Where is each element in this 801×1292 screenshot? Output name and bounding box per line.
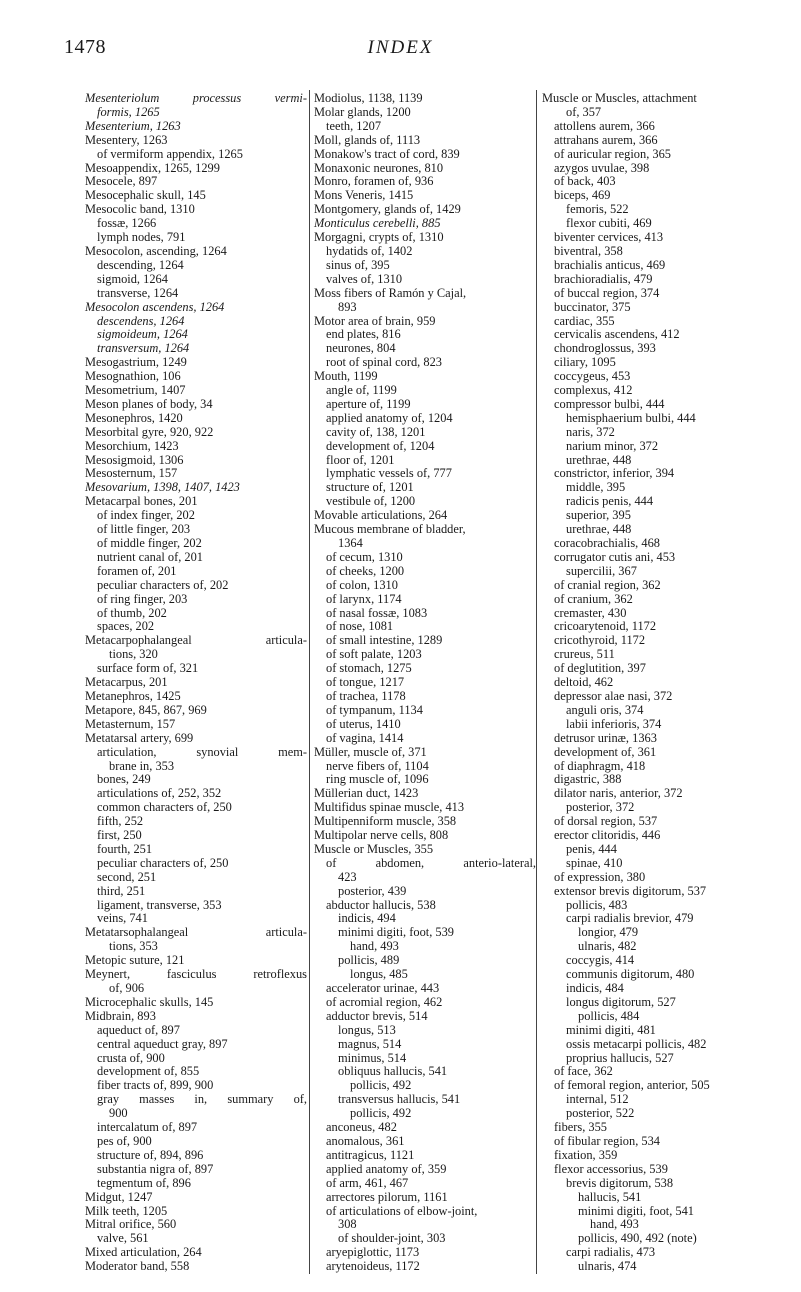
index-word: Meynert, — [85, 967, 131, 982]
index-entry: Meson planes of body, 34 — [85, 396, 213, 411]
column-rule — [536, 90, 537, 1274]
index-entry: nutrient canal of, 201 — [97, 549, 203, 564]
index-entry: of deglutition, 397 — [554, 661, 646, 676]
index-entry: compressor bulbi, 444 — [554, 396, 665, 411]
index-word: processus — [192, 91, 242, 105]
index-entry: magnus, 514 — [338, 1036, 402, 1051]
index-entry: urethrae, 448 — [566, 522, 632, 537]
index-entry: Mesognathion, 106 — [85, 369, 181, 384]
index-entry: of expression, 380 — [554, 869, 646, 884]
index-column-1 — [85, 92, 307, 1274]
page-title: INDEX — [367, 37, 434, 58]
index-entry: Moll, glands of, 1113 — [314, 132, 421, 147]
index-entry: transverse, 1264 — [97, 285, 179, 300]
index-entry: biventral, 358 — [554, 243, 623, 258]
index-entry: minimi digiti, foot, 541 — [578, 1203, 694, 1218]
index-entry: corrugator cutis ani, 453 — [554, 549, 676, 564]
index-entry: pollicis, 484 — [578, 1008, 640, 1023]
index-entry — [85, 968, 307, 982]
index-entry: ulnaris, 474 — [578, 1259, 637, 1274]
index-entry: of soft palate, 1203 — [326, 647, 422, 662]
index-entry: 1364 — [338, 536, 363, 550]
index-entry: Müllerian duct, 1423 — [314, 786, 419, 801]
index-entry: minimi digiti, foot, 539 — [338, 925, 454, 940]
index-word: synovial — [196, 744, 239, 759]
index-entry: ossis metacarpi pollicis, 482 — [566, 1036, 707, 1051]
index-entry: teeth, 1207 — [326, 118, 382, 133]
index-entry: tions, 320 — [109, 647, 158, 662]
index-entry: aqueduct of, 897 — [97, 1022, 180, 1037]
index-entry: indicis, 484 — [566, 981, 624, 995]
index-entry: 308 — [338, 1217, 357, 1232]
index-entry: 893 — [338, 299, 357, 314]
index-entry: narium minor, 372 — [566, 438, 659, 453]
index-entry: supercilii, 367 — [566, 563, 637, 578]
index-column-2 — [314, 92, 536, 1274]
index-entry: of little finger, 203 — [97, 522, 191, 537]
index-entry: crureus, 511 — [554, 647, 615, 662]
index-entry: cremaster, 430 — [554, 605, 627, 620]
index-entry: azygos uvulae, 398 — [554, 160, 650, 175]
index-entry: biceps, 469 — [554, 188, 611, 203]
index-entry: indicis, 494 — [338, 911, 396, 926]
index-entry: attrahans aurem, 366 — [554, 132, 658, 147]
index-entry: of fibular region, 534 — [554, 1133, 660, 1148]
index-entry: structure of, 1201 — [326, 480, 414, 495]
index-entry: of ring finger, 203 — [97, 591, 188, 606]
index-entry: anguli oris, 374 — [566, 702, 644, 717]
index-entry: cavity of, 138, 1201 — [326, 424, 426, 439]
index-entry: communis digitorum, 480 — [566, 967, 695, 982]
index-entry: Mesogastrium, 1249 — [85, 355, 187, 370]
index-entry: Modiolus, 1138, 1139 — [314, 91, 423, 105]
index-entry: articulations of, 252, 352 — [97, 786, 222, 801]
index-entry — [85, 634, 307, 648]
index-entry: flexor cubiti, 469 — [566, 216, 652, 231]
index-entry: Multipolar nerve cells, 808 — [314, 828, 449, 843]
index-entry: Monro, foramen of, 936 — [314, 174, 434, 189]
index-word: articula- — [265, 925, 307, 940]
index-entry: accelerator urinae, 443 — [326, 981, 440, 995]
index-entry: minimi digiti, 481 — [566, 1022, 656, 1037]
index-entry: descendens, 1264 — [97, 313, 185, 328]
index-word: of, — [293, 1092, 307, 1107]
index-entry: formis, 1265 — [97, 104, 160, 119]
index-entry — [85, 92, 307, 106]
index-entry: Molar glands, 1200 — [314, 104, 411, 119]
index-entry: of middle finger, 202 — [97, 536, 202, 550]
index-entry: of vermiform appendix, 1265 — [97, 146, 243, 161]
index-entry: nerve fibers of, 1104 — [326, 758, 429, 773]
index-entry: longior, 479 — [578, 925, 639, 940]
index-entry: arytenoideus, 1172 — [326, 1259, 420, 1274]
index-entry: of face, 362 — [554, 1064, 613, 1079]
index-entry: depressor alae nasi, 372 — [554, 688, 673, 703]
index-entry: sigmoideum, 1264 — [97, 327, 188, 342]
index-entry: naris, 372 — [566, 424, 615, 439]
index-entry: brevis digitorum, 538 — [566, 1175, 674, 1190]
index-entry: angle of, 1199 — [326, 383, 397, 398]
index-entry: Multipenniform muscle, 358 — [314, 814, 457, 829]
index-entry: labii inferioris, 374 — [566, 716, 662, 731]
index-entry: chondroglossus, 393 — [554, 341, 656, 356]
index-entry: of arm, 461, 467 — [326, 1175, 409, 1190]
index-entry: of uterus, 1410 — [326, 716, 401, 731]
index-entry: detrusor urinæ, 1363 — [554, 730, 657, 745]
index-entry: posterior, 522 — [566, 1106, 635, 1121]
index-entry: Mesenterium, 1263 — [85, 118, 181, 133]
index-word: summary — [227, 1092, 274, 1107]
index-entry: of auricular region, 365 — [554, 146, 671, 161]
index-entry: penis, 444 — [566, 841, 617, 856]
index-entry: central aqueduct gray, 897 — [97, 1036, 228, 1051]
index-word: in, — [194, 1092, 208, 1107]
index-entry: cardiac, 355 — [554, 313, 615, 328]
index-word: Metatarsophalangeal — [85, 925, 189, 940]
index-entry: carpi radialis, 473 — [566, 1245, 656, 1260]
index-entry: of cranial region, 362 — [554, 577, 661, 592]
index-entry: structure of, 894, 896 — [97, 1147, 204, 1162]
index-entry: of, 906 — [109, 981, 145, 995]
index-entry — [85, 926, 307, 940]
index-entry: hand, 493 — [350, 939, 399, 954]
index-word: gray — [97, 1092, 120, 1107]
index-entry: coracobrachialis, 468 — [554, 536, 660, 550]
index-word: retroflexus — [253, 967, 307, 982]
index-entry: common characters of, 250 — [97, 800, 232, 815]
index-entry: pollicis, 492 — [350, 1106, 412, 1121]
index-entry: posterior, 372 — [566, 800, 635, 815]
index-entry: substantia nigra of, 897 — [97, 1161, 214, 1176]
index-entry: Mesoappendix, 1265, 1299 — [85, 160, 220, 175]
index-entry: of diaphragm, 418 — [554, 758, 646, 773]
index-entry: Metacarpal bones, 201 — [85, 494, 198, 509]
index-entry: coccygis, 414 — [566, 953, 635, 968]
index-entry: peculiar characters of, 250 — [97, 855, 229, 870]
index-entry: ring muscle of, 1096 — [326, 772, 429, 787]
index-entry: development of, 855 — [97, 1064, 200, 1079]
index-entry: cervicalis ascendens, 412 — [554, 327, 680, 342]
index-entry: tegmentum of, 896 — [97, 1175, 191, 1190]
index-entry: Muscle or Muscles, attachment — [542, 91, 697, 105]
index-entry: Milk teeth, 1205 — [85, 1203, 168, 1218]
index-entry: neurones, 804 — [326, 341, 396, 356]
index-entry: development of, 1204 — [326, 438, 435, 453]
index-entry: Mesosternum, 157 — [85, 466, 178, 481]
index-entry: vestibule of, 1200 — [326, 494, 416, 509]
index-entry: Mesocolon ascendens, 1264 — [85, 299, 225, 314]
page-number: 1478 — [64, 36, 106, 58]
index-entry: ligament, transverse, 353 — [97, 897, 222, 912]
index-entry: deltoid, 462 — [554, 675, 614, 690]
index-entry: Mesosigmoid, 1306 — [85, 452, 184, 467]
index-entry: minimus, 514 — [338, 1050, 407, 1065]
index-word: Mesenteriolum — [85, 91, 160, 105]
index-entry: Mesometrium, 1407 — [85, 383, 186, 398]
index-entry: 900 — [109, 1106, 128, 1121]
index-word: fasciculus — [166, 967, 217, 982]
index-entry: of stomach, 1275 — [326, 661, 412, 676]
index-entry: longus, 513 — [338, 1022, 396, 1037]
index-entry: tions, 353 — [109, 939, 158, 954]
index-entry — [85, 1093, 307, 1107]
index-entry: Mesonephros, 1420 — [85, 410, 183, 425]
index-entry: Metatarsal artery, 699 — [85, 730, 194, 745]
index-entry: Monticulus cerebelli, 885 — [314, 216, 441, 231]
index-entry: radicis penis, 444 — [566, 494, 654, 509]
index-entry: applied anatomy of, 359 — [326, 1161, 447, 1176]
index-entry: development of, 361 — [554, 744, 657, 759]
index-entry: Mesocele, 897 — [85, 174, 158, 189]
index-entry: pollicis, 490, 492 (note) — [578, 1231, 697, 1246]
index-entry: Metopic suture, 121 — [85, 953, 185, 968]
index-word: of — [326, 855, 337, 870]
index-entry: Mouth, 1199 — [314, 369, 378, 384]
index-entry: Motor area of brain, 959 — [314, 313, 436, 328]
index-entry: surface form of, 321 — [97, 661, 199, 676]
index-word: Metacarpophalangeal — [85, 633, 192, 648]
index-entry: hemisphaerium bulbi, 444 — [566, 410, 696, 425]
index-entry: urethrae, 448 — [566, 452, 632, 467]
index-entry: aperture of, 1199 — [326, 396, 411, 411]
index-word: articulation, — [97, 744, 157, 759]
index-entry: 423 — [338, 869, 357, 884]
index-entry: Monakow's tract of cord, 839 — [314, 146, 460, 161]
index-entry: antitragicus, 1121 — [326, 1147, 415, 1162]
index-entry: spinae, 410 — [566, 855, 623, 870]
index-entry: Mesocolic band, 1310 — [85, 202, 195, 217]
page-header — [0, 36, 801, 66]
index-entry: of femoral region, anterior, 505 — [554, 1078, 710, 1093]
index-entry: Mixed articulation, 264 — [85, 1245, 202, 1260]
index-entry: of dorsal region, 537 — [554, 814, 658, 829]
index-entry: constrictor, inferior, 394 — [554, 466, 675, 481]
index-entry: of tympanum, 1134 — [326, 702, 423, 717]
index-entry: complexus, 412 — [554, 383, 633, 398]
index-entry: floor of, 1201 — [326, 452, 395, 467]
index-entry: descending, 1264 — [97, 257, 184, 272]
index-entry: of trachea, 1178 — [326, 688, 406, 703]
index-entry: anomalous, 361 — [326, 1133, 405, 1148]
index-entry: pes of, 900 — [97, 1133, 152, 1148]
index-entry: Muscle or Muscles, 355 — [314, 841, 434, 856]
index-entry: attollens aurem, 366 — [554, 118, 655, 133]
index-entry: bones, 249 — [97, 772, 151, 787]
index-word: mem- — [278, 744, 307, 759]
index-entry: fossæ, 1266 — [97, 216, 157, 231]
index-entry: of cheeks, 1200 — [326, 563, 405, 578]
index-entry — [85, 746, 307, 760]
index-entry: of vagina, 1414 — [326, 730, 404, 745]
index-entry: Mucous membrane of bladder, — [314, 522, 466, 537]
index-entry: ciliary, 1095 — [554, 355, 616, 370]
index-entry: valves of, 1310 — [326, 271, 403, 286]
index-entry: foramen of, 201 — [97, 563, 177, 578]
index-entry: Montgomery, glands of, 1429 — [314, 202, 461, 217]
index-entry: flexor accessorius, 539 — [554, 1161, 668, 1176]
index-entry: internal, 512 — [566, 1092, 629, 1107]
index-entry: Midgut, 1247 — [85, 1189, 153, 1204]
index-entry: veins, 741 — [97, 911, 148, 926]
index-entry: Multifidus spinae muscle, 413 — [314, 800, 465, 815]
index-entry: Mesocephalic skull, 145 — [85, 188, 206, 203]
index-word: abdomen, — [375, 855, 425, 870]
index-entry: aryepiglottic, 1173 — [326, 1245, 420, 1260]
index-entry: hydatids of, 1402 — [326, 243, 413, 258]
index-entry: Midbrain, 893 — [85, 1008, 156, 1023]
index-entry: of acromial region, 462 — [326, 994, 443, 1009]
index-entry: Metapore, 845, 867, 969 — [85, 702, 207, 717]
index-word: vermi- — [274, 91, 307, 105]
index-entry: lymph nodes, 791 — [97, 230, 186, 245]
index-entry: posterior, 439 — [338, 883, 407, 898]
index-entry: intercalatum of, 897 — [97, 1120, 198, 1135]
index-entry: Mons Veneris, 1415 — [314, 188, 414, 203]
index-word: masses — [139, 1092, 175, 1107]
index-entry: Mesocolon, ascending, 1264 — [85, 243, 227, 258]
index-entry: Metacarpus, 201 — [85, 675, 168, 690]
index-entry: cricoarytenoid, 1172 — [554, 619, 657, 634]
index-word: anterio-lateral, — [463, 855, 536, 870]
index-entry: of back, 403 — [554, 174, 616, 189]
index-entry — [314, 857, 536, 871]
column-rule — [309, 90, 310, 1274]
index-entry: longus, 485 — [350, 967, 408, 982]
index-entry: of nasal fossæ, 1083 — [326, 605, 428, 620]
index-entry: Mesorbital gyre, 920, 922 — [85, 424, 214, 439]
index-entry: Movable articulations, 264 — [314, 508, 448, 523]
index-entry: digastric, 388 — [554, 772, 622, 787]
index-entry: middle, 395 — [566, 480, 626, 495]
index-entry: of small intestine, 1289 — [326, 633, 443, 648]
index-entry: Müller, muscle of, 371 — [314, 744, 427, 759]
index-entry: of articulations of elbow-joint, — [326, 1203, 478, 1218]
index-entry: Mesovarium, 1398, 1407, 1423 — [85, 480, 240, 495]
index-entry: root of spinal cord, 823 — [326, 355, 442, 370]
index-entry: Monaxonic neurones, 810 — [314, 160, 444, 175]
index-column-3 — [542, 92, 764, 1274]
index-entry: fibers, 355 — [554, 1120, 607, 1135]
index-entry: ulnaris, 482 — [578, 939, 637, 954]
index-entry: applied anatomy of, 1204 — [326, 410, 453, 425]
index-entry: buccinator, 375 — [554, 299, 631, 314]
index-entry: brachioradialis, 479 — [554, 271, 653, 286]
index-entry: of tongue, 1217 — [326, 675, 405, 690]
index-entry: pollicis, 492 — [350, 1078, 412, 1093]
index-entry: femoris, 522 — [566, 202, 629, 217]
index-entry: transversus hallucis, 541 — [338, 1092, 461, 1107]
index-entry: of cranium, 362 — [554, 591, 633, 606]
index-entry: hand, 493 — [590, 1217, 639, 1232]
index-entry: longus digitorum, 527 — [566, 994, 676, 1009]
index-entry: second, 251 — [97, 869, 157, 884]
index-entry: of nose, 1081 — [326, 619, 394, 634]
index-entry: coccygeus, 453 — [554, 369, 631, 384]
index-entry: fifth, 252 — [97, 814, 144, 829]
index-entry: Moderator band, 558 — [85, 1259, 190, 1274]
index-entry: brachialis anticus, 469 — [554, 257, 666, 272]
index-entry: valve, 561 — [97, 1231, 149, 1246]
index-entry: peculiar characters of, 202 — [97, 577, 229, 592]
index-entry: cricothyroid, 1172 — [554, 633, 646, 648]
index-entry: proprius hallucis, 527 — [566, 1050, 674, 1065]
index-entry: adductor brevis, 514 — [326, 1008, 428, 1023]
index-entry: Metasternum, 157 — [85, 716, 176, 731]
index-entry: end plates, 816 — [326, 327, 401, 342]
index-entry: biventer cervices, 413 — [554, 230, 664, 245]
index-entry: transversum, 1264 — [97, 341, 190, 356]
index-entry: of shoulder-joint, 303 — [338, 1231, 446, 1246]
index-entry: sigmoid, 1264 — [97, 271, 168, 286]
index-entry: anconeus, 482 — [326, 1120, 397, 1135]
index-entry: lymphatic vessels of, 777 — [326, 466, 452, 481]
index-entry: of buccal region, 374 — [554, 285, 660, 300]
index-entry: brane in, 353 — [109, 758, 175, 773]
index-entry: Mesentery, 1263 — [85, 132, 168, 147]
index-entry: dilator naris, anterior, 372 — [554, 786, 683, 801]
index-entry: fixation, 359 — [554, 1147, 618, 1162]
index-entry: of, 357 — [566, 104, 602, 119]
index-entry: Microcephalic skulls, 145 — [85, 994, 214, 1009]
index-entry: Moss fibers of Ramón y Cajal, — [314, 285, 467, 300]
index-entry: superior, 395 — [566, 508, 631, 523]
index-entry: of colon, 1310 — [326, 577, 398, 592]
index-entry: spaces, 202 — [97, 619, 155, 634]
index-word: articula- — [265, 633, 307, 648]
index-entry: Morgagni, crypts of, 1310 — [314, 230, 444, 245]
index-entry: of larynx, 1174 — [326, 591, 402, 606]
index-entry: pollicis, 489 — [338, 953, 400, 968]
index-entry: arrectores pilorum, 1161 — [326, 1189, 448, 1204]
index-entry: of thumb, 202 — [97, 605, 167, 620]
index-entry: first, 250 — [97, 828, 142, 843]
index-entry: hallucis, 541 — [578, 1189, 642, 1204]
index-entry: Mitral orifice, 560 — [85, 1217, 177, 1232]
index-entry: sinus of, 395 — [326, 257, 390, 272]
index-entry: extensor brevis digitorum, 537 — [554, 883, 707, 898]
index-entry: fourth, 251 — [97, 841, 153, 856]
index-entry: third, 251 — [97, 883, 146, 898]
index-entry: crusta of, 900 — [97, 1050, 165, 1065]
index-entry: pollicis, 483 — [566, 897, 628, 912]
index-entry: of cecum, 1310 — [326, 549, 403, 564]
index-entry: obliquus hallucis, 541 — [338, 1064, 448, 1079]
index-entry: carpi radialis brevior, 479 — [566, 911, 694, 926]
index-entry: fiber tracts of, 899, 900 — [97, 1078, 214, 1093]
index-entry: Mesorchium, 1423 — [85, 438, 179, 453]
index-entry: erector clitoridis, 446 — [554, 828, 661, 843]
index-entry: Metanephros, 1425 — [85, 688, 181, 703]
index-entry: of index finger, 202 — [97, 508, 195, 523]
index-entry: abductor hallucis, 538 — [326, 897, 436, 912]
